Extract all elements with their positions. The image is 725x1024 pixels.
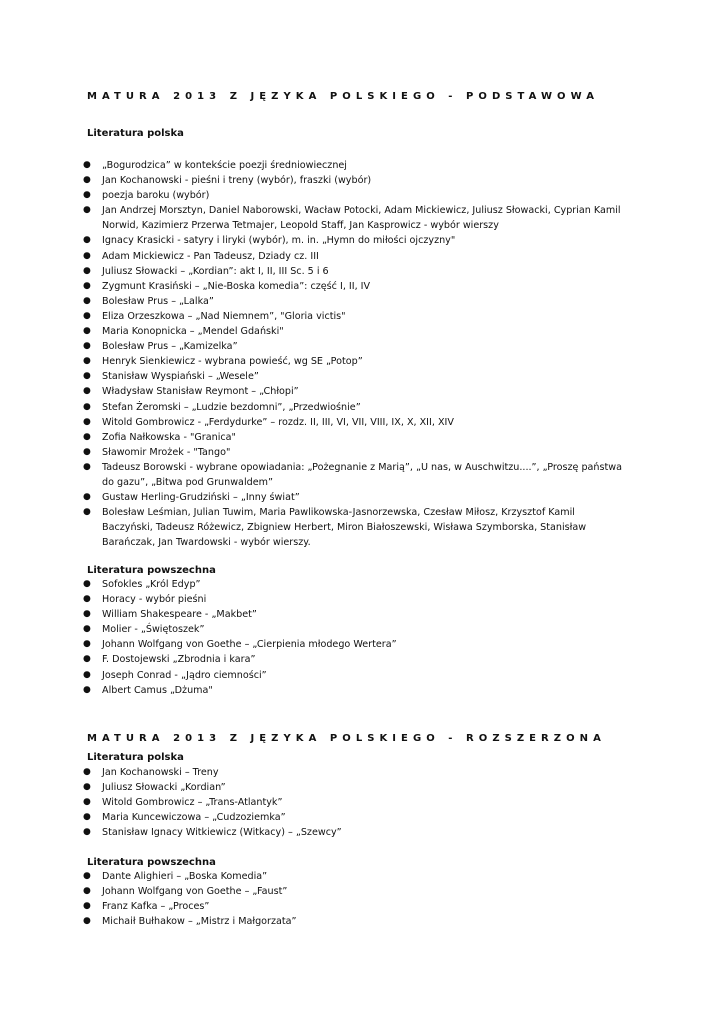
bullet-icon (83, 668, 91, 683)
list-item: ● Stanisław Ignacy Witkiewicz (Witkacy) – „Szewcy” (0, 825, 725, 840)
bullet-icon (83, 339, 91, 354)
bullet-icon (83, 637, 91, 652)
bullet-icon (83, 354, 91, 369)
bullet-icon (83, 607, 91, 622)
bullet-icon (83, 400, 91, 415)
list-item: ● Jan Kochanowski - pieśni i treny (wybór), fraszki (wybór) (0, 173, 725, 188)
bullet-icon (83, 914, 91, 929)
bullet-icon (83, 173, 91, 188)
bullet-icon (83, 592, 91, 607)
bullet-icon (83, 490, 91, 505)
bullet-icon (83, 683, 91, 698)
bullet-icon (83, 899, 91, 914)
list-item: ● poezja baroku (wybór) (0, 188, 725, 203)
list-item: ● Jan Kochanowski – Treny (0, 765, 725, 780)
list-item: ● Witold Gombrowicz – „Trans-Atlantyk” (0, 795, 725, 810)
list-item: ● Zygmunt Krasiński – „Nie-Boska komedia”: część I, II, IV (0, 279, 725, 294)
list-item: ● Bolesław Prus – „Lalka” (0, 294, 725, 309)
extended-exam-title: MATURA 2013 Z JĘZYKA POLSKIEGO - ROZSZERZONA (87, 733, 606, 744)
bullet-icon (83, 825, 91, 840)
bullet-icon (83, 445, 91, 460)
list-item: ● Juliusz Słowacki – „Kordian”: akt I, II, III Sc. 5 i 6 (0, 264, 725, 279)
bullet-icon (83, 279, 91, 294)
bullet-icon (83, 369, 91, 384)
list-item: ● Tadeusz Borowski - wybrane opowiadania: „Pożegnanie z Marią”, „U nas, w Auschwitzu....”, „Proszę państwa do gazu”, „Bitwa pod Grunwaldem” (0, 460, 725, 490)
bullet-icon (83, 622, 91, 637)
list-item: ● Henryk Sienkiewicz - wybrana powieść, wg SE „Potop” (0, 354, 725, 369)
list-item: ● Władysław Stanisław Reymont – „Chłopi” (0, 384, 725, 399)
bullet-icon (83, 324, 91, 339)
list-item: ● Johann Wolfgang von Goethe – „Faust” (0, 884, 725, 899)
list-item: ● Franz Kafka – „Proces” (0, 899, 725, 914)
basic-world-list (0, 577, 725, 698)
bullet-icon (83, 264, 91, 279)
list-item: ● Johann Wolfgang von Goethe – „Cierpienia młodego Wertera” (0, 637, 725, 652)
list-item: ● Molier - „Świętoszek” (0, 622, 725, 637)
list-item: ● Witold Gombrowicz - „Ferdydurke” – rozdz. II, III, VI, VII, VIII, IX, X, XII, XIV (0, 415, 725, 430)
list-item: ● Gustaw Herling-Grudziński – „Inny świat” (0, 490, 725, 505)
list-item: ● Zofia Nałkowska - "Granica" (0, 430, 725, 445)
list-item: ● Michaił Bułhakow – „Mistrz i Małgorzata” (0, 914, 725, 929)
list-item: ● Jan Andrzej Morsztyn, Daniel Naborowski, Wacław Potocki, Adam Mickiewicz, Juliusz Słowacki, Cyprian Kamil Norwid, Kazimierz Przerwa Tetmajer, Leopold Staff, Jan Kasprowicz - wybór wierszy (0, 203, 725, 233)
list-item: ● Joseph Conrad - „Jądro ciemności” (0, 668, 725, 683)
bullet-icon (83, 780, 91, 795)
list-item: ● Sofokles „Król Edyp” (0, 577, 725, 592)
bullet-icon (83, 309, 91, 324)
bullet-icon (83, 765, 91, 780)
extended-world-list (0, 869, 725, 929)
basic-polish-list (0, 158, 725, 550)
bullet-icon (83, 384, 91, 399)
list-item: ● F. Dostojewski „Zbrodnia i kara” (0, 652, 725, 667)
list-item: ● Dante Alighieri – „Boska Komedia” (0, 869, 725, 884)
bullet-icon (83, 203, 91, 218)
bullet-icon (83, 158, 91, 173)
list-item: ● Bolesław Prus – „Kamizelka” (0, 339, 725, 354)
bullet-icon (83, 249, 91, 264)
list-item: ● Horacy - wybór pieśni (0, 592, 725, 607)
list-item: ● Juliusz Słowacki „Kordian” (0, 780, 725, 795)
bullet-icon (83, 810, 91, 825)
bullet-icon (83, 884, 91, 899)
list-item: ● Sławomir Mrożek - "Tango" (0, 445, 725, 460)
list-item: ● Adam Mickiewicz - Pan Tadeusz, Dziady cz. III (0, 249, 725, 264)
bullet-icon (83, 795, 91, 810)
bullet-icon (83, 505, 91, 520)
extended-polish-list (0, 765, 725, 840)
list-item: ● Albert Camus „Dżuma" (0, 683, 725, 698)
bullet-icon (83, 460, 91, 475)
bullet-icon (83, 294, 91, 309)
list-item: ● Bolesław Leśmian, Julian Tuwim, Maria Pawlikowska-Jasnorzewska, Czesław Miłosz, Krzysztof Kamil Baczyński, Tadeusz Różewicz, Zbigniew Herbert, Miron Białoszewski, Wisława Szymborska, Stanisław Barańczak, Jan Twardowski - wybór wierszy. (0, 505, 725, 550)
bullet-icon (83, 415, 91, 430)
bullet-icon (83, 188, 91, 203)
basic-world-heading: Literatura powszechna (87, 565, 216, 576)
list-item: ● Stefan Żeromski – „Ludzie bezdomni”, „Przedwiośnie” (0, 400, 725, 415)
bullet-icon (83, 652, 91, 667)
list-item: ● Maria Kuncewiczowa – „Cudzoziemka” (0, 810, 725, 825)
bullet-icon (83, 430, 91, 445)
extended-polish-heading: Literatura polska (87, 752, 184, 763)
list-item: ● Maria Konopnicka – „Mendel Gdański" (0, 324, 725, 339)
list-item: ● Eliza Orzeszkowa – „Nad Niemnem”, "Gloria victis" (0, 309, 725, 324)
bullet-icon (83, 869, 91, 884)
basic-exam-title: MATURA 2013 Z JĘZYKA POLSKIEGO - PODSTAWOWA (87, 91, 600, 102)
bullet-icon (83, 577, 91, 592)
list-item: ● Stanisław Wyspiański – „Wesele” (0, 369, 725, 384)
list-item: ● William Shakespeare - „Makbet” (0, 607, 725, 622)
basic-polish-heading: Literatura polska (87, 128, 184, 139)
extended-world-heading: Literatura powszechna (87, 857, 216, 868)
list-item: ● Ignacy Krasicki - satyry i liryki (wybór), m. in. „Hymn do miłości ojczyzny" (0, 233, 725, 248)
bullet-icon (83, 233, 91, 248)
list-item: ● „Bogurodzica” w kontekście poezji średniowiecznej (0, 158, 725, 173)
